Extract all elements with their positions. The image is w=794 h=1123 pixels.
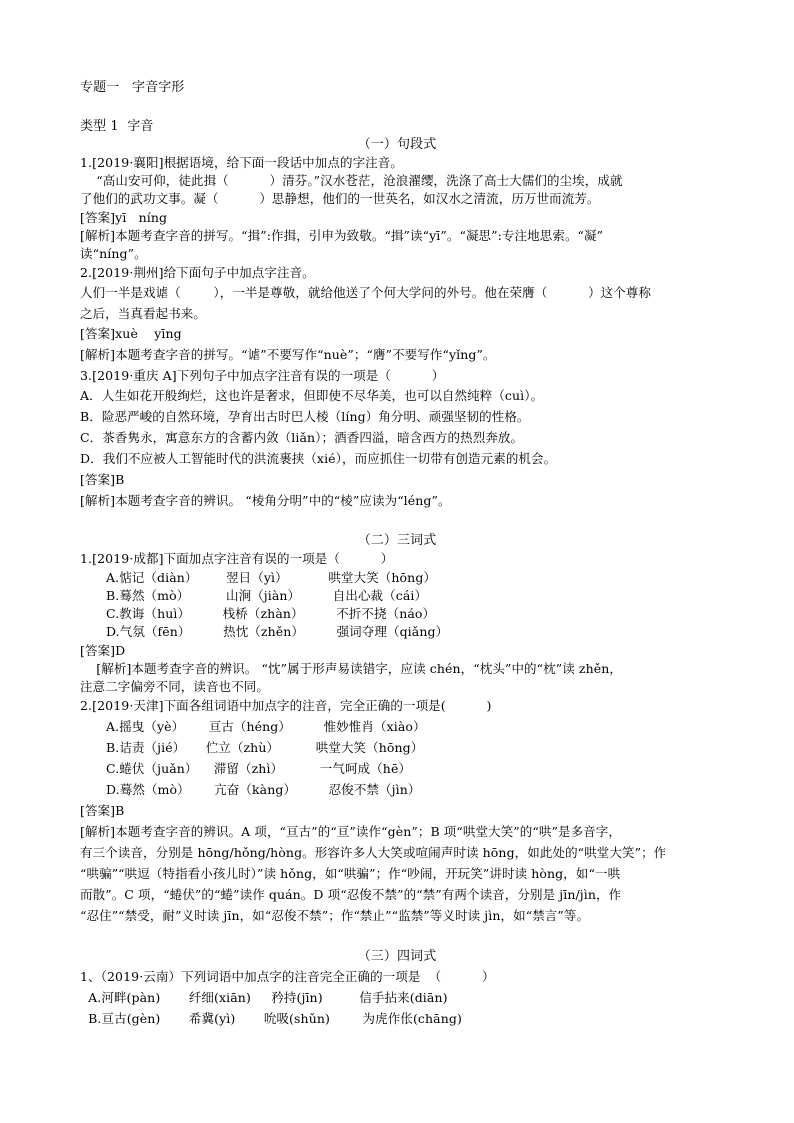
question-stem: 2.[2019·荆州]给下面句子中加点字注音。 [80,265,315,280]
answer-line: [答案]D [80,643,126,658]
option-b: B.亘古(gèn) 希冀(yì) 吮吸(shǔn) 为虎作伥(chāng) [80,1011,462,1026]
analysis-line: “忍住”“禁受，耐”义时读 jīn，如“忍俊不禁”；作“禁止”“监禁”等义时读 jìn，如“禁言”等。 [80,908,590,923]
section-heading: （三）四词式 [357,949,437,964]
topic-title: 专题一 字音字形 [80,80,185,95]
analysis-line: [解析]本题考查字音的辨识。A 项，“亘古”的“亘”读作“gèn”；B 项“哄堂大笑”的“哄”是多音字， [80,824,621,839]
question-passage: 了他们的武功文事。凝（ ）思静想，他们的一世英名，如汉水之清流，历万世而流芳。 [80,191,600,206]
option-b: B．险恶严峻的自然环境，孕育出古时巴人棱（líng）角分明、顽强坚韧的性格。 [80,409,530,424]
answer-line: [答案]yī níng [80,210,168,225]
option-c: C.蜷伏（juǎn） 滞留（zhì） 一气呵成（hē） [106,761,412,776]
option-c: C．茶香隽永，寓意东方的含蓄内敛（liǎn）；酒香四溢，暗含西方的热烈奔放。 [80,430,524,445]
analysis-line: 注意二字偏旁不同，读音也不同。 [80,679,270,694]
question-stem: 1.[2019·襄阳]根据语境，给下面一段话中加点的字注音。 [80,155,403,170]
section-heading: （一）句段式 [357,137,437,152]
option-c: C.教诲（huì） 栈桥（zhàn） 不折不挠（náo） [106,606,436,621]
answer-line: [答案]B [80,803,125,818]
option-a: A．人生如花开般绚烂，这也许是奢求，但即使不尽华美，也可以自然纯粹（cuì）。 [80,388,544,403]
question-stem: 1.[2019·成都]下面加点字注音有误的一项是（ ） [80,551,394,566]
question-stem: 1、（2019·云南）下列词语中加点字的注音完全正确的一项是 （ ） [80,969,495,984]
option-d: D．我们不应被人工智能时代的洪流裹挟（xié），而应抓住一切带有创造元素的机会。 [80,451,557,466]
option-a: A.摇曳（yè） 亘古（héng） 惟妙惟肖（xiào） [106,719,426,734]
option-b: B.诘责（jié） 伫立（zhù） 哄堂大笑（hōng） [106,740,424,755]
type-title: 类型 1 字音 [80,119,154,134]
option-d: D.蓦然（mò） 亢奋（kàng） 忍俊不禁（jìn） [106,782,421,797]
answer-line: [答案]xuè yīng [80,326,182,341]
question-passage: 之后，当真看起书来。 [80,306,207,321]
option-b: B.蓦然（mò） 山涧（jiàn） 自出心裁（cái） [106,588,428,603]
option-a: A.河畔(pàn) 纤细(xiān) 矜持(jīn) 信手拈来(diān) [80,990,448,1005]
analysis-line: 读“níng”。 [80,246,147,261]
section-heading: （二）三词式 [357,533,437,548]
analysis-line: 而散”。C 项，“蜷伏”的“蜷”读作 quán。D 项“忍俊不禁”的“禁”有两个读音，分别是 jīn/jìn，作 [80,887,622,902]
question-stem: 3.[2019·重庆 A]下列句子中加点字注音有误的一项是（ ） [80,368,445,383]
question-stem: 2.[2019·天津]下面各组词语中加点字的注音，完全正确的一项是( ) [80,698,492,713]
option-d: D.气氛（fēn） 热忱（zhěn） 强词夺理（qiǎng） [106,624,449,639]
question-passage: 人们一半是戏谑（ ），一半是尊敬，就给他送了个何大学问的外号。他在荣膺（ ）这个尊称 [80,285,652,300]
option-a: A.惦记（diàn） 翌日（yì） 哄堂大笑（hōng） [106,570,437,585]
answer-line: [答案]B [80,472,125,487]
analysis-line: “哄骗”“哄逗（特指看小孩儿时）”读 hǒng，如“哄骗”；作“吵闹，开玩笑”讲时读 hòng，如“一哄 [80,866,621,881]
question-passage: “高山安可仰，徒此揖（ ）清芬。”汉水苍茫，沧浪濯缨，洗涤了高士大儒们的尘埃，成就 [80,173,623,188]
analysis-line: [解析]本题考查字音的拼写。“揖”:作揖，引申为致敬。“揖”读“yī”。“凝思”:专注地思索。“凝” [80,228,604,243]
analysis-line: [解析]本题考查字音的辨识。 “忱”属于形声易读错字，应读 chén，“枕头”中的“枕”读 zhěn， [80,661,622,676]
analysis-line: [解析]本题考查字音的拼写。“谑”不要写作“nuè”；“膺”不要写作“yǐng”。 [80,347,496,362]
analysis-line: [解析]本题考查字音的辨识。 “棱角分明”中的“棱”应读为“léng”。 [80,493,451,508]
analysis-line: 有三个读音，分别是 hōng/hǒng/hòng。形容许多人大笑或喧闹声时读 hōng，如此处的“哄堂大笑”；作 [80,845,667,860]
